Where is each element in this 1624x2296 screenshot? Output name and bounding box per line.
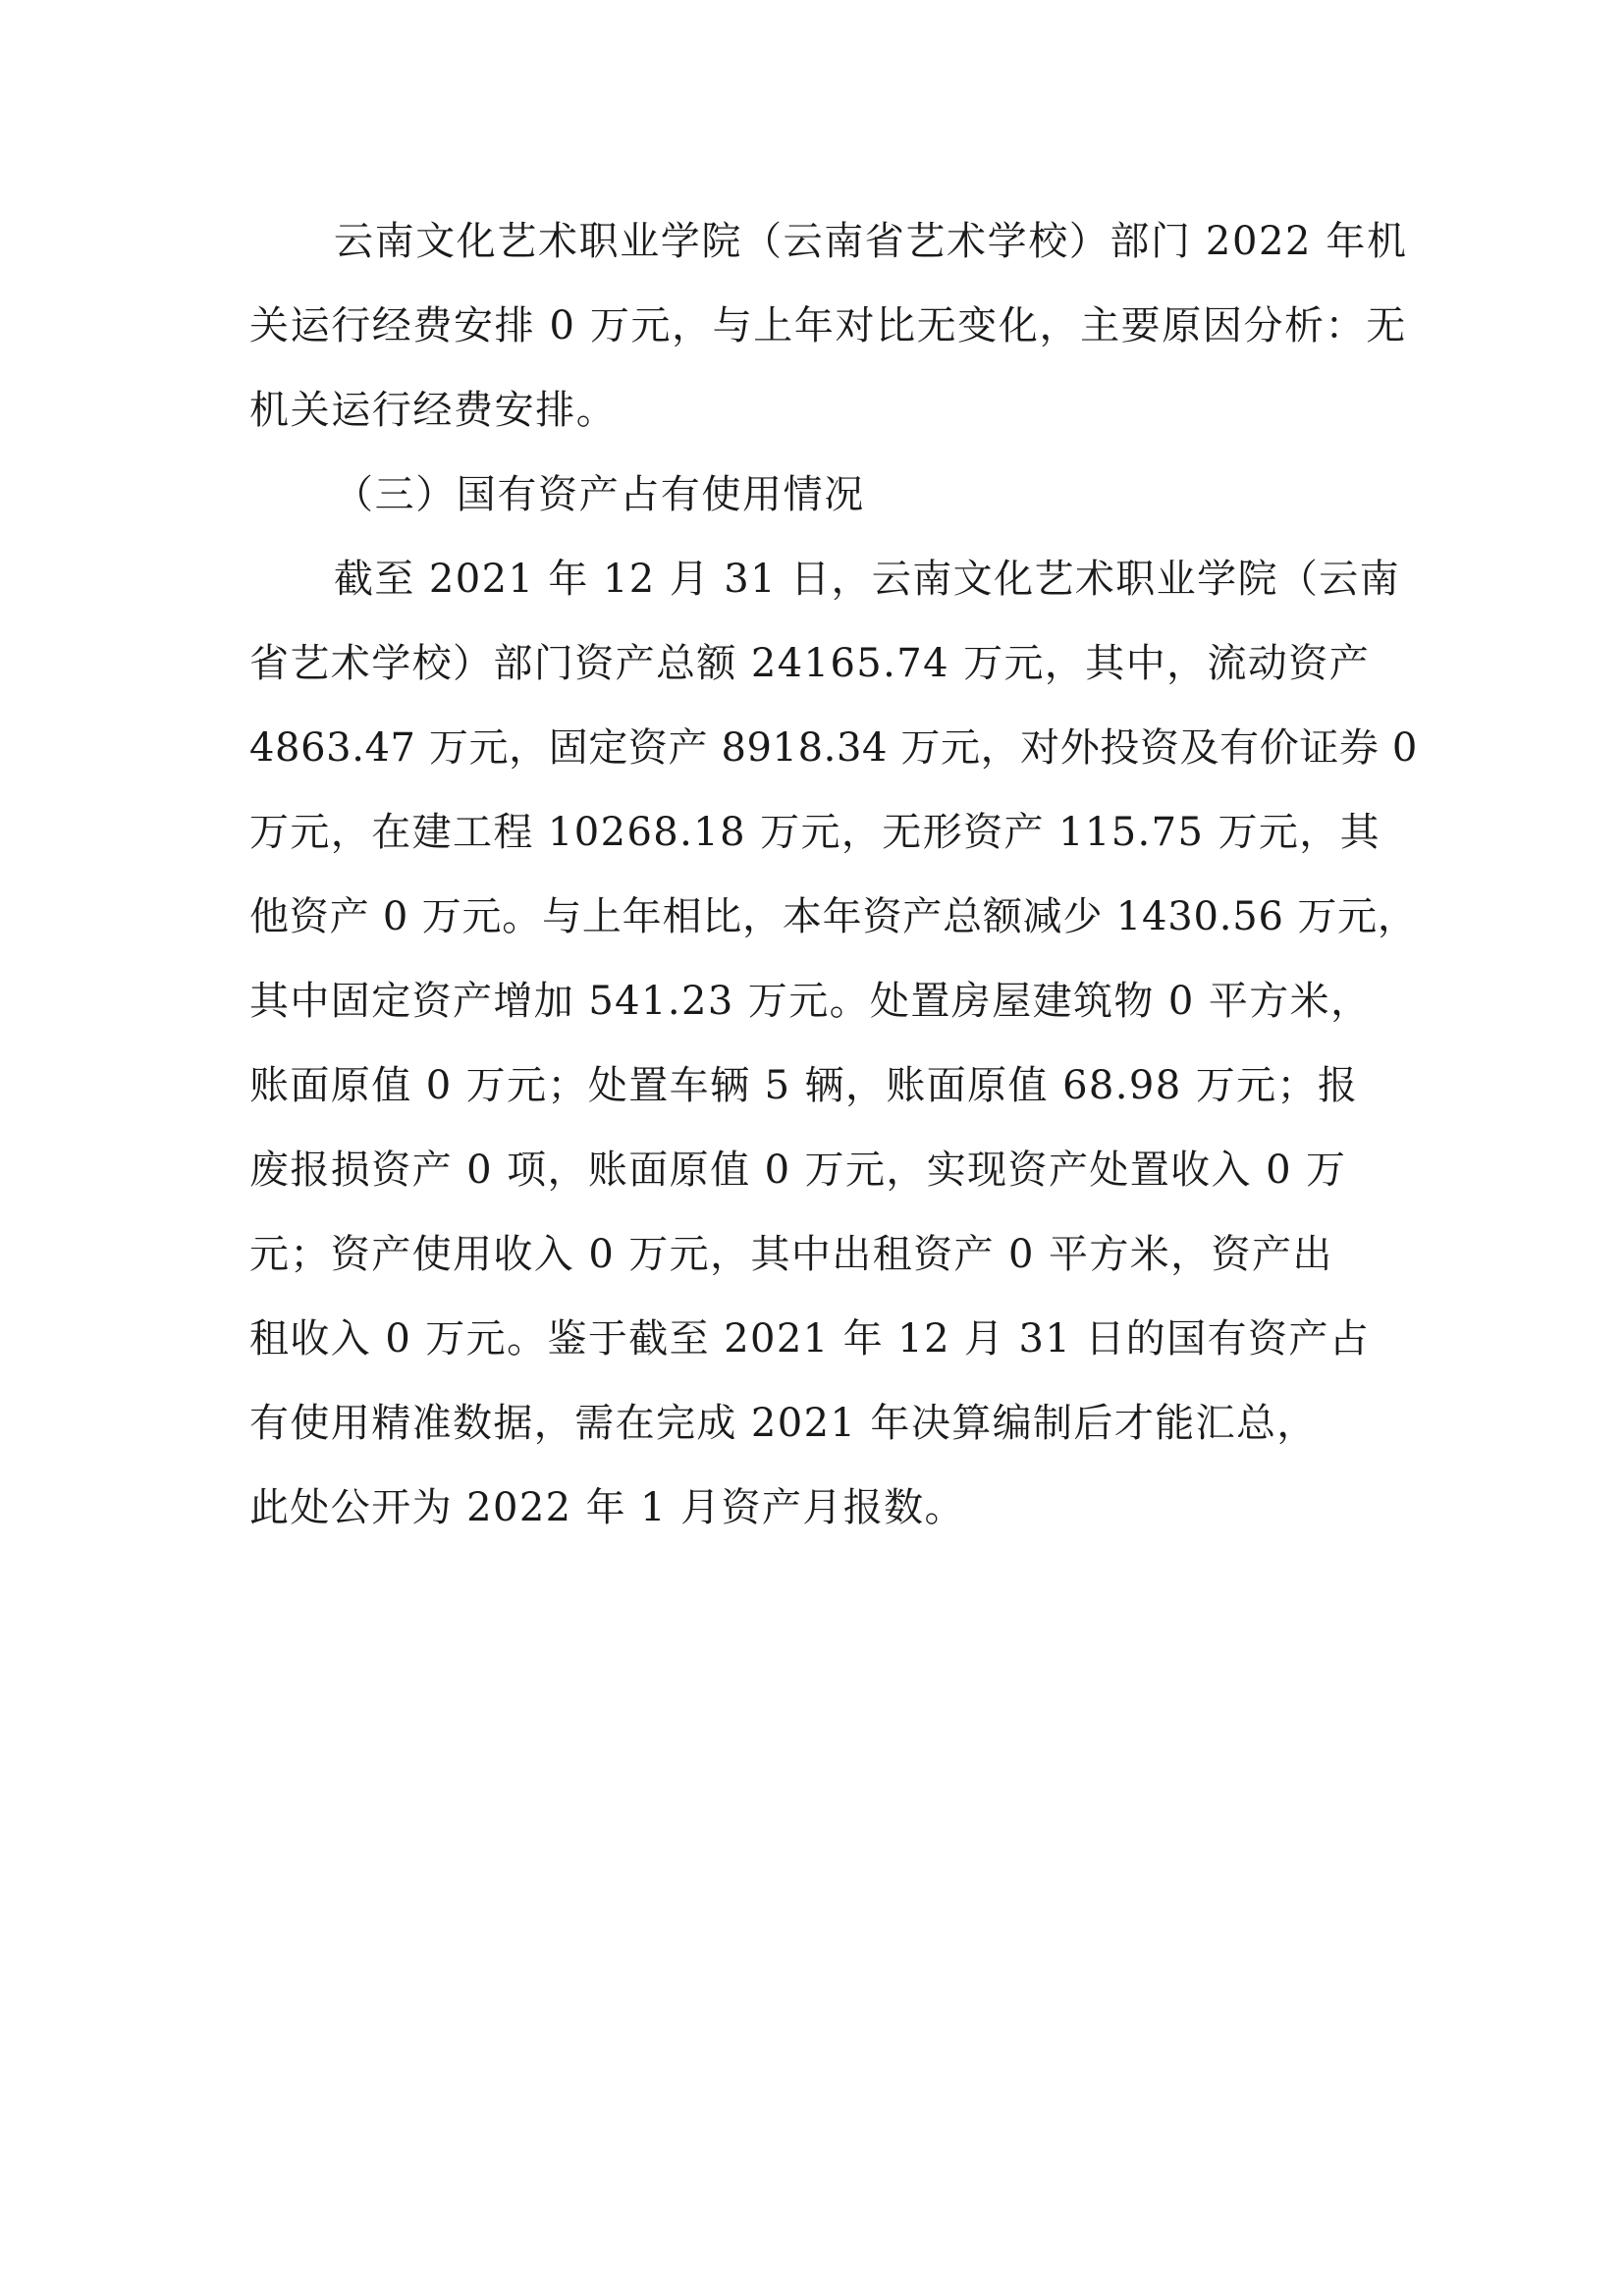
paragraph-assets-line-9: 元；资产使用收入 0 万元，其中出租资产 0 平方米，资产出 — [249, 1232, 1333, 1277]
paragraph-assets-line-12: 此处公开为 2022 年 1 月资产月报数。 — [249, 1485, 965, 1530]
paragraph-assets-line-4: 万元，在建工程 10268.18 万元，无形资产 115.75 万元，其 — [249, 810, 1381, 855]
paragraph-assets-line-3: 4863.47 万元，固定资产 8918.34 万元，对外投资及有价证券 0 — [249, 725, 1418, 771]
paragraph-assets-line-8: 废报损资产 0 项，账面原值 0 万元，实现资产处置收入 0 万 — [249, 1148, 1347, 1193]
paragraph-assets-line-6: 其中固定资产增加 541.23 万元。处置房屋建筑物 0 平方米， — [249, 979, 1372, 1024]
paragraph-assets-line-11: 有使用精准数据，需在完成 2021 年决算编制后才能汇总， — [249, 1401, 1318, 1446]
paragraph-assets-line-2: 省艺术学校）部门资产总额 24165.74 万元，其中，流动资产 — [249, 641, 1371, 686]
paragraph-operating-expenses-line-1: 云南文化艺术职业学院（云南省艺术学校）部门 2022 年机 — [334, 219, 1408, 264]
paragraph-assets-line-7: 账面原值 0 万元；处置车辆 5 辆，账面原值 68.98 万元；报 — [249, 1063, 1359, 1108]
paragraph-operating-expenses-line-3: 机关运行经费安排。 — [249, 388, 618, 433]
section-heading-state-assets: （三）国有资产占有使用情况 — [334, 472, 865, 517]
paragraph-assets-line-5: 他资产 0 万元。与上年相比，本年资产总额减少 1430.56 万元， — [249, 894, 1418, 939]
paragraph-assets-line-1: 截至 2021 年 12 月 31 日，云南文化艺术职业学院（云南 — [334, 557, 1401, 602]
paragraph-operating-expenses-line-2: 关运行经费安排 0 万元，与上年对比无变化，主要原因分析：无 — [249, 303, 1407, 348]
paragraph-assets-line-10: 租收入 0 万元。鉴于截至 2021 年 12 月 31 日的国有资产占 — [249, 1316, 1371, 1362]
